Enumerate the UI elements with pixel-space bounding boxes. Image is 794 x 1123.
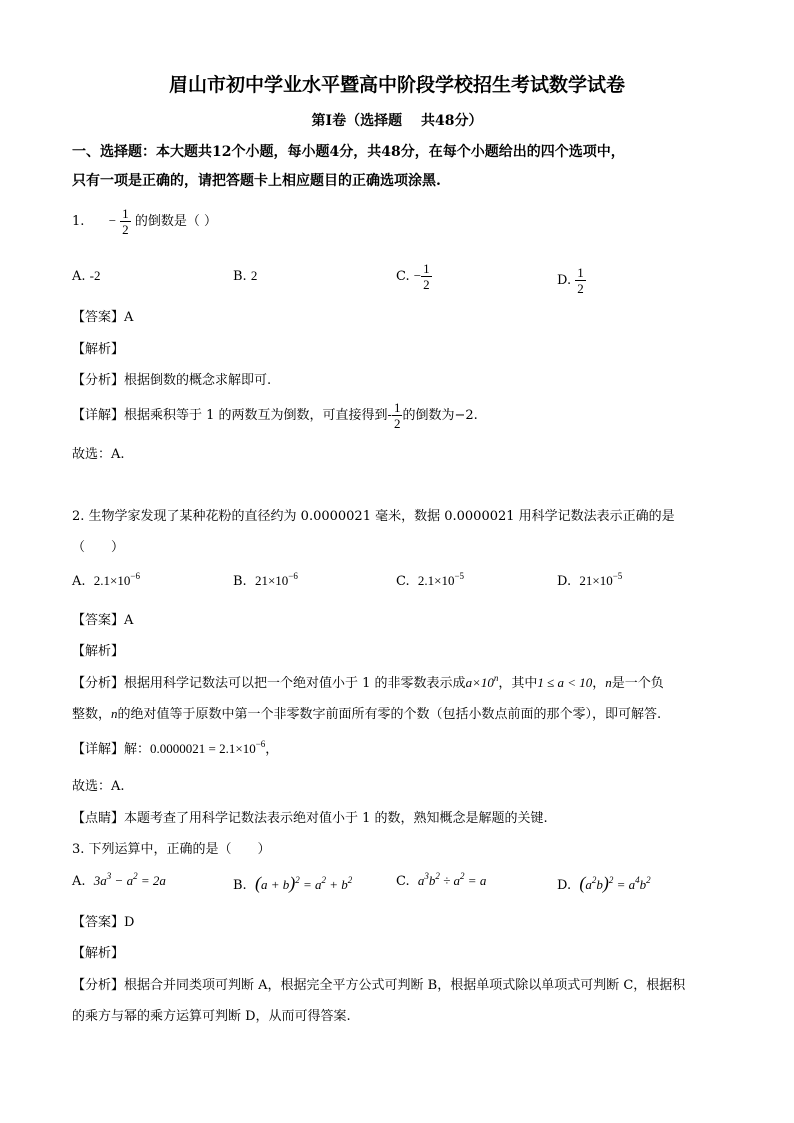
q1-stem: [72, 207, 217, 236]
q1-answer: 【答案】A: [72, 310, 134, 325]
q1-option-b: B. 2: [233, 268, 258, 284]
section-instructions-line1: 一、选择题：本大题共12个小题，每小题4分，共48分，在每个小题给出的四个选项中，: [72, 144, 625, 160]
q1-fraction: $\frac{1}{2}$: [122, 206, 129, 237]
q1-detail: 【详解】根据乘积等于 1 的两数互为倒数，可直接得到- $\frac{1}{2}$ 的倒数为−2.: [72, 400, 478, 431]
q2-option-b: B. $21\times 10^{-6}$: [233, 571, 298, 589]
q3-answer: 【答案】D: [72, 915, 135, 930]
q1-fenxi: 【分析】根据倒数的概念求解即可.: [72, 373, 272, 388]
q2-option-c: C. $2.1\times 10^{-5}$: [396, 571, 465, 589]
q2-paren: （ ）: [72, 540, 125, 555]
q1-stem-text: 的倒数是（ ）: [134, 214, 217, 229]
q2-detail: 【详解】解：$0.0000021 = 2.1\times 10^{-6}$，: [72, 739, 279, 757]
q1-option-a: A. -2: [72, 268, 101, 284]
document-title: 眉山市初中学业水平暨高中阶段学校招生考试数学试卷: [168, 74, 625, 96]
q2-analysis-tag: 【解析】: [72, 644, 125, 659]
q3-fenxi-line1: 【分析】根据合并同类项可判断 A，根据完全平方公式可判断 B，根据单项式除以单项式可判断 C，根据积: [72, 978, 686, 993]
q2-stem: 2. 生物学家发现了某种花粉的直径约为 0.0000021 毫米，数据 0.0000021 用科学记数法表示正确的是: [72, 509, 675, 524]
q2-fenxi-line1: 【分析】根据用科学记数法可以把一个绝对值小于 1 的非零数表示成$a\times 10^n$，其中1 ≤ a < 10，n是一个负: [72, 673, 664, 691]
q2-answer: 【答案】A: [72, 613, 134, 628]
section-instructions-line2: 只有一项是正确的，请把答题卡上相应题目的正确选项涂黑.: [72, 173, 441, 189]
q1-choose: 故选：A.: [72, 447, 125, 462]
q1-number: 1.: [72, 214, 85, 229]
q3-stem: 3. 下列运算中，正确的是（ ）: [72, 842, 271, 857]
part-title: 第I卷（选择题 共48分）: [311, 113, 483, 129]
q3-analysis-tag: 【解析】: [72, 946, 125, 961]
q1-option-d: D. $\frac{1}{2}$: [557, 265, 584, 296]
q1-option-c: C. − $\frac{1}{2}$: [396, 261, 430, 292]
q1-analysis-tag: 【解析】: [72, 342, 125, 357]
q1-minus: −: [108, 213, 117, 228]
q3-option-a: A. $3a^3 - a^2 = 2a$: [72, 871, 166, 889]
q2-point: 【点睛】本题考查了用科学记数法表示绝对值小于 1 的数，熟知概念是解题的关键.: [72, 811, 548, 826]
q2-option-a: A. $2.1\times 10^{-6}$: [72, 571, 140, 589]
q2-option-d: D. $21\times 10^{-5}$: [557, 571, 623, 589]
q3-option-c: C. $a^3b^2 \div a^2 = a$: [396, 871, 487, 889]
q2-choose: 故选：A.: [72, 779, 125, 794]
q3-option-d: D. $(a^2b)^2 = a^4b^2$: [557, 873, 651, 893]
q3-option-b: B. $(a + b)^2 = a^2 + b^2$: [233, 873, 353, 893]
q3-fenxi-line2: 的乘方与幂的乘方运算可判断 D，从而可得答案.: [72, 1009, 351, 1024]
q2-fenxi-line2: 整数，n的绝对值等于原数中第一个非零数字前面所有零的个数（包括小数点前面的那个零），即可解答.: [72, 706, 662, 722]
